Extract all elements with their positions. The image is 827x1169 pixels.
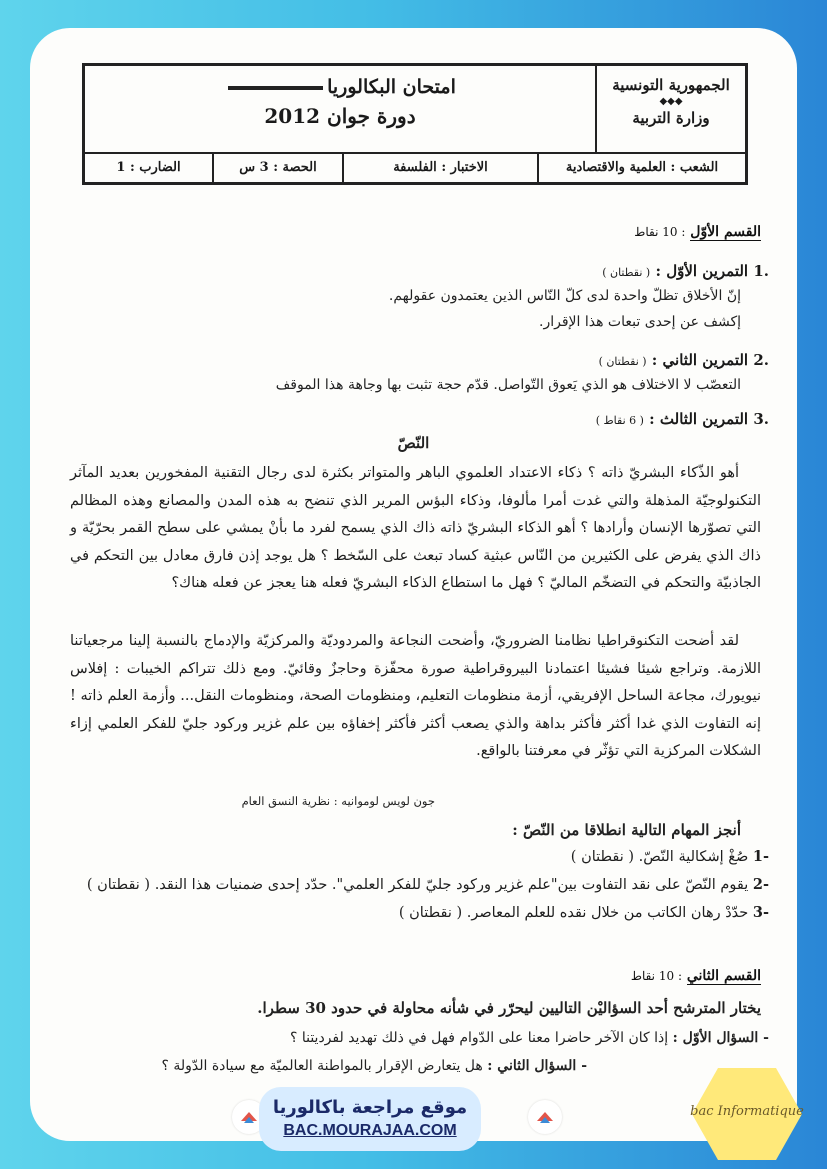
subject-cell: الاختبار : الفلسفة bbox=[342, 152, 537, 182]
task-3-text: حدّدْ رهان الكاتب من خلال نقده للعلم المعاصر. ( نقطتان ) bbox=[398, 905, 749, 921]
exercise2-heading bbox=[599, 351, 769, 369]
task-item bbox=[68, 844, 769, 870]
exercise1-task: إكشف عن إحدى تبعات هذا الإقرار. bbox=[539, 314, 741, 330]
question-1-label: - السؤال الأوّل : bbox=[672, 1030, 769, 1046]
exercise3-points: ( 6 نقاط ) bbox=[595, 414, 644, 427]
part1-points: : 10 نقاط bbox=[634, 225, 686, 239]
exam-title: امتحان البكالوريا bbox=[327, 76, 456, 98]
part2-title: القسم الثاني bbox=[686, 968, 761, 984]
republic-label: الجمهورية التونسية bbox=[612, 76, 730, 94]
ministry-label: وزارة التربية bbox=[632, 109, 710, 127]
part1-title: القسم الأوّل bbox=[690, 224, 761, 240]
site-url-link[interactable]: BAC.MOURAJAA.COM bbox=[283, 1122, 457, 1139]
text-paragraph-1 bbox=[70, 460, 761, 598]
exercise3-title: التمرين الثالث : bbox=[649, 410, 749, 428]
bac-informatique-badge bbox=[690, 1066, 804, 1162]
question-1 bbox=[290, 1030, 769, 1046]
task-2-text: يقوم النّصّ على نقد التفاوت بين"علم غزير وركود جليّ للفكر العلمي". حدّد إحدى ضمنيات هذا النقد. ( نقطتان ) bbox=[86, 877, 749, 893]
badge-label: bac Informatique bbox=[690, 1104, 804, 1119]
text-title: النّصّ bbox=[397, 434, 430, 452]
part2-instruction: يختار المترشح أحد السؤاليْن التاليين ليحرّر في شأنه محاولة في حدود 30 سطرا. bbox=[257, 999, 761, 1017]
exam-header bbox=[82, 63, 748, 185]
part1-heading bbox=[634, 224, 761, 240]
coefficient-cell: الضارب : 1 bbox=[116, 160, 181, 175]
text-source: جون لويس لوموانيه : نظرية النسق العام bbox=[241, 794, 435, 808]
exercise1-number: .1 bbox=[753, 262, 769, 280]
exercise1-points: ( نقطتان ) bbox=[602, 266, 651, 279]
exercise2-number: .2 bbox=[753, 351, 769, 369]
task-2-number: -2 bbox=[752, 876, 769, 893]
branch-cell: الشعب : العلمية والاقتصادية bbox=[537, 152, 745, 182]
task-item bbox=[68, 900, 769, 926]
part2-points: : 10 نقاط bbox=[630, 969, 682, 983]
task-item bbox=[68, 872, 769, 898]
exercise1-title: التمرين الأوّل : bbox=[655, 262, 749, 280]
exam-session: دورة جوان 2012 bbox=[264, 104, 416, 128]
text-paragraph-2 bbox=[70, 628, 761, 766]
task-3-number: -3 bbox=[752, 904, 769, 921]
ministry-block bbox=[595, 66, 745, 152]
question-2 bbox=[161, 1058, 587, 1074]
task-1-number: -1 bbox=[752, 848, 769, 865]
paragraph-2-body: لقد أضحت التكنوقراطيا نظامنا الضروريّ، وأضحت النجاعة والمردوديّة والمركزيّة والإدماج بالنسبة إلينا مرجعياتنا اللازمة. وتراجع شيئا فشيئا اعتمادنا البيروقراطية صورة محفّزة وحاجزٌ وقائيّ. ومع ذلك تتراكم الخيبات : إفلاس نيويورك، مجاعة الساحل الإفريقي، أزمة منظومات التعليم، ومنظومات الصحة، ومنظومات النقل... وأزمة العلم ذاته ! إنه التفاوت الذي غدا أكثر فأكثر بداهة والذي يصعب أكثر فأكثر إخفاؤه بين علم غزير وركود جليّ للفكر العلمي إزاء الشكلات المركزية التي تؤثّر في معرفتنا بالواقع. bbox=[70, 633, 761, 759]
question-2-label: - السؤال الثاني : bbox=[487, 1058, 587, 1074]
exercise1-statement: إنّ الأخلاق تظلّ واحدة لدى كلّ النّاس الذين يعتمدون عقولهم. bbox=[388, 288, 741, 304]
site-logo-icon-right bbox=[528, 1100, 562, 1134]
exam-title-block bbox=[85, 66, 595, 152]
exercise2-statement: التعصّب لا الاختلاف هو الذي يَعوق التّواصل. قدّم حجة تثبت بها وجاهة هذا الموقف bbox=[275, 377, 741, 393]
exercise3-heading bbox=[596, 410, 769, 428]
tasks-heading: أنجز المهام التالية انطلاقا من النّصّ : bbox=[512, 821, 741, 839]
task-1-text: صُغْ إشكالية النّصّ. ( نقطتان ) bbox=[570, 849, 749, 865]
exercise1-heading bbox=[602, 262, 769, 280]
stars-ornament: ◆◆◆ bbox=[659, 96, 683, 107]
part2-heading bbox=[631, 968, 761, 984]
question-1-text: إذا كان الآخر حاضرا معنا على الدّوام فهل في ذلك تهديد لفرديتنا ؟ bbox=[289, 1030, 669, 1046]
exercise2-points: ( نقطتان ) bbox=[598, 355, 647, 368]
site-name: موقع مراجعة باكالوريا bbox=[272, 1097, 468, 1118]
exercise3-number: .3 bbox=[753, 410, 769, 428]
exercise2-title: التمرين الثاني : bbox=[651, 351, 749, 369]
task-list bbox=[68, 844, 769, 926]
question-2-text: هل يتعارض الإقرار بالمواطنة العالميّة مع سيادة الدّولة ؟ bbox=[161, 1058, 483, 1074]
site-banner[interactable] bbox=[259, 1087, 481, 1151]
paragraph-1-body: أهو الذّكاء البشريّ ذاته ؟ ذكاء الاعتداد العلموي الباهر والمتواتر بكثرة لدى رجال التقنية المفخورين بعديد المآثر التكنولوجيّة المذهلة والتي غدت أمرا مألوفا، وذكاء البؤس المرير الذي تنضح به هذه المدن والمصانع وهذه المظالم التي تصوّرها الإنسان وأرادها ؟ أهو الذكاء البشريّ ذاته ذاك الذي يسمح لفرد ما بأنْ يمشي على سطح القمر بحرّيّة و ذاك الذي يفرض على الكثيرين من النّاس عبثية كساد تبعث على السّخط ؟ هل يوجد إذن فارق معادل بين التحكم في الجاذبيّة والتحكم في التضخّم الماليّ ؟ فهل ما استطاع الذكاء البشريّ فعله هنا يعجز عن فعله هناك؟ bbox=[70, 465, 761, 591]
duration-cell: الحصة : 3 س bbox=[212, 152, 342, 182]
